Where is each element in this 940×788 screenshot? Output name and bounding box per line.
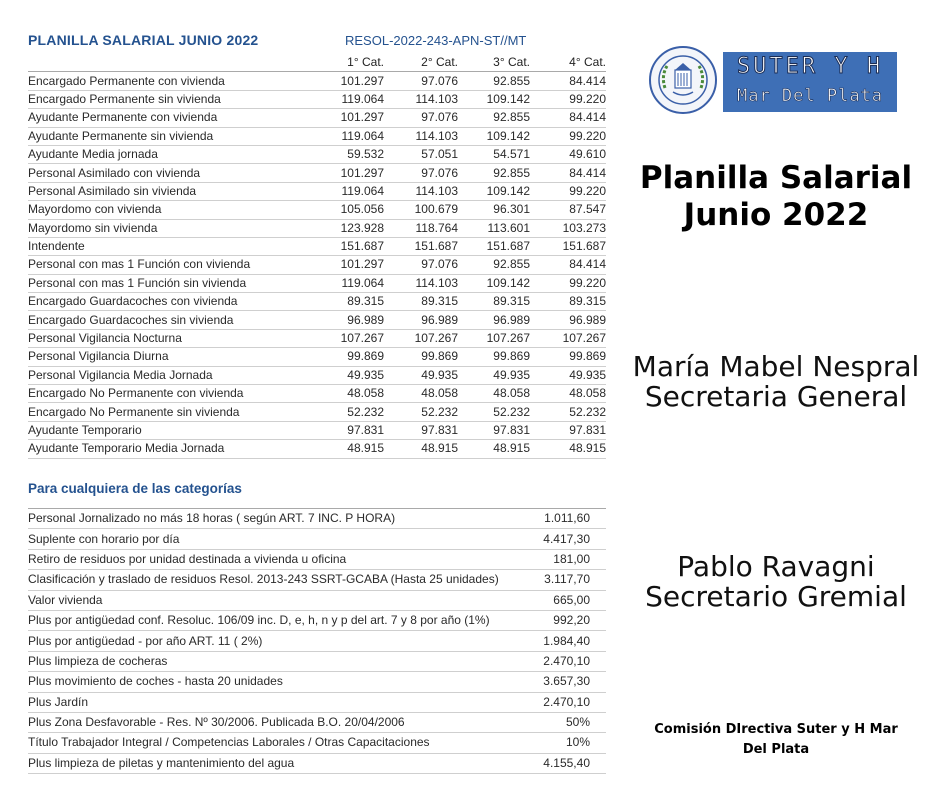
salary-value: 89.315: [530, 293, 606, 311]
salary-value: 57.051: [384, 145, 458, 163]
salary-value: 114.103: [384, 127, 458, 145]
row-label: Plus movimiento de coches - hasta 20 unidades: [28, 672, 528, 692]
table-row: [28, 651, 606, 671]
row-label: Personal Asimilado con vivienda: [28, 164, 328, 182]
row-label: Personal Jornalizado no más 18 horas ( según ART. 7 INC. P HORA): [28, 509, 528, 529]
salary-value: 105.056: [328, 201, 384, 219]
salary-value: 99.220: [530, 127, 606, 145]
category-header: 2° Cat.: [384, 54, 458, 72]
salary-value: 119.064: [328, 182, 384, 200]
table-row: [28, 329, 606, 347]
salary-value: 114.103: [384, 274, 458, 292]
salary-value: 123.928: [328, 219, 384, 237]
row-label: Ayudante Media jornada: [28, 145, 328, 163]
salary-value: 48.058: [384, 385, 458, 403]
row-label: Retiro de residuos por unidad destinada a vivienda u oficina: [28, 549, 528, 569]
signatory-role: Secretario Gremial: [645, 580, 907, 613]
row-label: Personal Vigilancia Nocturna: [28, 329, 328, 347]
salary-value: 107.267: [530, 329, 606, 347]
salary-value: 52.232: [530, 403, 606, 421]
union-emblem-icon: [649, 46, 717, 114]
heading-line-2: Junio 2022: [683, 197, 869, 233]
row-value: 3.117,70: [528, 570, 606, 590]
salary-value: 151.687: [384, 237, 458, 255]
table-row: [28, 440, 606, 458]
table-row: [28, 201, 606, 219]
heading-line-1: Planilla Salarial: [639, 160, 913, 196]
row-label: Plus Zona Desfavorable - Res. Nº 30/2006. Publicada B.O. 20/04/2006: [28, 712, 528, 732]
extras-section: [28, 508, 606, 774]
salary-value: 97.076: [384, 72, 458, 90]
salary-value: 99.220: [530, 274, 606, 292]
document-header: [28, 32, 606, 54]
salary-value: 97.831: [384, 421, 458, 439]
table-row: [28, 529, 606, 549]
salary-value: 119.064: [328, 90, 384, 108]
row-label: Personal Vigilancia Media Jornada: [28, 366, 328, 384]
resolution-code: RESOL-2022-243-APN-ST//MT: [345, 33, 527, 48]
row-label: Encargado Permanente con vivienda: [28, 72, 328, 90]
row-label: Ayudante Permanente sin vivienda: [28, 127, 328, 145]
table-row: [28, 293, 606, 311]
salary-value: 97.831: [530, 421, 606, 439]
salary-value: 52.232: [458, 403, 530, 421]
table-row: [28, 274, 606, 292]
table-row: [28, 712, 606, 732]
row-label: Personal con mas 1 Función con vivienda: [28, 256, 328, 274]
salary-value: 84.414: [530, 72, 606, 90]
row-value: 2.470,10: [528, 692, 606, 712]
salary-value: 49.935: [458, 366, 530, 384]
salary-value: 109.142: [458, 127, 530, 145]
table-row: [28, 421, 606, 439]
signatory-name: María Mabel Nespral: [632, 350, 920, 383]
salary-value: 99.869: [530, 348, 606, 366]
category-header: 4° Cat.: [530, 54, 606, 72]
table-row: [28, 90, 606, 108]
row-value: 1.984,40: [528, 631, 606, 651]
salary-value: 48.915: [458, 440, 530, 458]
salary-value: 97.076: [384, 256, 458, 274]
logo-top-text: SUTER Y H: [736, 54, 884, 79]
salary-value: 109.142: [458, 274, 530, 292]
salary-value: 151.687: [328, 237, 384, 255]
salary-value: 109.142: [458, 90, 530, 108]
salary-value: 89.315: [328, 293, 384, 311]
row-label: Encargado Guardacoches con vivienda: [28, 293, 328, 311]
salary-value: 96.301: [458, 201, 530, 219]
row-label: Encargado No Permanente con vivienda: [28, 385, 328, 403]
row-label: Ayudante Temporario Media Jornada: [28, 440, 328, 458]
row-label: Suplente con horario por día: [28, 529, 528, 549]
salary-value: 92.855: [458, 256, 530, 274]
table-row: [28, 631, 606, 651]
footer-note: Comisión DIrectiva Suter y H Mar Del Plata: [654, 722, 898, 757]
table-row: [28, 692, 606, 712]
table-row: [28, 610, 606, 630]
row-label: Ayudante Temporario: [28, 421, 328, 439]
table-row: [28, 164, 606, 182]
row-value: 992,20: [528, 610, 606, 630]
section-title: Para cualquiera de las categorías: [28, 481, 242, 496]
salary-value: 84.414: [530, 109, 606, 127]
salary-value: 54.571: [458, 145, 530, 163]
salary-value: 151.687: [458, 237, 530, 255]
salary-value: 89.315: [384, 293, 458, 311]
union-logo: [643, 44, 899, 116]
table-row: [28, 219, 606, 237]
row-label: Intendente: [28, 237, 328, 255]
salary-value: 101.297: [328, 256, 384, 274]
salary-value: 84.414: [530, 164, 606, 182]
row-label: Encargado Guardacoches sin vivienda: [28, 311, 328, 329]
salary-value: 97.076: [384, 109, 458, 127]
page-heading: [612, 160, 940, 234]
row-value: 50%: [528, 712, 606, 732]
row-label: Ayudante Permanente con vivienda: [28, 109, 328, 127]
salary-value: 49.935: [530, 366, 606, 384]
row-label: Mayordomo con vivienda: [28, 201, 328, 219]
salary-value: 97.076: [384, 164, 458, 182]
salary-value: 48.058: [458, 385, 530, 403]
row-label: Personal Asimilado sin vivienda: [28, 182, 328, 200]
salary-value: 107.267: [328, 329, 384, 347]
signatory-name: Pablo Ravagni: [677, 550, 875, 583]
row-value: 2.470,10: [528, 651, 606, 671]
table-row: [28, 182, 606, 200]
category-header: 1° Cat.: [328, 54, 384, 72]
row-label: Título Trabajador Integral / Competencias Laborales / Otras Capacitaciones: [28, 733, 528, 753]
salary-value: 101.297: [328, 164, 384, 182]
row-value: 1.011,60: [528, 509, 606, 529]
table-row: [28, 145, 606, 163]
row-label: Plus por antigüedad - por año ART. 11 ( 2%): [28, 631, 528, 651]
salary-value: 48.915: [384, 440, 458, 458]
salary-value: 96.989: [328, 311, 384, 329]
salary-value: 99.220: [530, 90, 606, 108]
salary-value: 96.989: [458, 311, 530, 329]
salary-value: 48.915: [530, 440, 606, 458]
row-label: Plus limpieza de piletas y mantenimiento del agua: [28, 753, 528, 773]
row-label: Personal con mas 1 Función sin vivienda: [28, 274, 328, 292]
blank-header: [28, 54, 328, 72]
salary-table-header: [28, 54, 606, 72]
table-row: [28, 109, 606, 127]
table-row: [28, 570, 606, 590]
row-label: Encargado No Permanente sin vivienda: [28, 403, 328, 421]
row-label: Mayordomo sin vivienda: [28, 219, 328, 237]
row-label: Plus limpieza de cocheras: [28, 651, 528, 671]
salary-value: 49.610: [530, 145, 606, 163]
row-label: Encargado Permanente sin vivienda: [28, 90, 328, 108]
row-value: 10%: [528, 733, 606, 753]
salary-value: 101.297: [328, 72, 384, 90]
table-row: [28, 127, 606, 145]
salary-value: 151.687: [530, 237, 606, 255]
salary-value: 119.064: [328, 274, 384, 292]
table-row: [28, 733, 606, 753]
signatory-role: Secretaria General: [644, 380, 908, 413]
row-label: Personal Vigilancia Diurna: [28, 348, 328, 366]
salary-table: [28, 54, 606, 459]
salary-value: 101.297: [328, 109, 384, 127]
signatory-gremial: [612, 552, 940, 612]
salary-value: 103.273: [530, 219, 606, 237]
salary-value: 119.064: [328, 127, 384, 145]
salary-value: 48.058: [530, 385, 606, 403]
salary-value: 99.220: [530, 182, 606, 200]
row-value: 181,00: [528, 549, 606, 569]
salary-value: 97.831: [328, 421, 384, 439]
salary-value: 59.532: [328, 145, 384, 163]
salary-value: 52.232: [328, 403, 384, 421]
row-label: Clasificación y traslado de residuos Resol. 2013-243 SSRT-GCABA (Hasta 25 unidades): [28, 570, 528, 590]
salary-value: 109.142: [458, 182, 530, 200]
table-row: [28, 366, 606, 384]
table-row: [28, 348, 606, 366]
salary-value: 118.764: [384, 219, 458, 237]
salary-value: 52.232: [384, 403, 458, 421]
table-row: [28, 385, 606, 403]
logo-bottom-text: Mar Del Plata: [736, 86, 884, 106]
category-header: 3° Cat.: [458, 54, 530, 72]
salary-value: 49.935: [384, 366, 458, 384]
table-row: [28, 590, 606, 610]
salary-value: 92.855: [458, 72, 530, 90]
document-title: PLANILLA SALARIAL JUNIO 2022: [28, 32, 259, 48]
salary-value: 99.869: [384, 348, 458, 366]
salary-value: 87.547: [530, 201, 606, 219]
table-row: [28, 311, 606, 329]
row-value: 4.155,40: [528, 753, 606, 773]
salary-value: 96.989: [384, 311, 458, 329]
salary-value: 92.855: [458, 109, 530, 127]
salary-document: [28, 32, 606, 459]
table-row: [28, 509, 606, 529]
table-row: [28, 72, 606, 90]
salary-value: 84.414: [530, 256, 606, 274]
salary-value: 114.103: [384, 182, 458, 200]
salary-value: 113.601: [458, 219, 530, 237]
table-row: [28, 256, 606, 274]
salary-table-body: [28, 72, 606, 458]
row-value: 665,00: [528, 590, 606, 610]
table-row: [28, 753, 606, 773]
salary-value: 99.869: [328, 348, 384, 366]
salary-value: 114.103: [384, 90, 458, 108]
row-value: 3.657,30: [528, 672, 606, 692]
salary-value: 99.869: [458, 348, 530, 366]
salary-value: 48.058: [328, 385, 384, 403]
row-label: Plus Jardín: [28, 692, 528, 712]
extras-table: [28, 508, 606, 774]
row-value: 4.417,30: [528, 529, 606, 549]
table-row: [28, 403, 606, 421]
logo-band: [723, 52, 897, 112]
salary-value: 48.915: [328, 440, 384, 458]
salary-value: 96.989: [530, 311, 606, 329]
table-row: [28, 549, 606, 569]
signatory-general: [612, 352, 940, 412]
salary-value: 100.679: [384, 201, 458, 219]
salary-value: 92.855: [458, 164, 530, 182]
salary-value: 49.935: [328, 366, 384, 384]
table-row: [28, 672, 606, 692]
salary-value: 107.267: [458, 329, 530, 347]
extras-table-body: [28, 509, 606, 774]
row-label: Valor vivienda: [28, 590, 528, 610]
salary-value: 97.831: [458, 421, 530, 439]
salary-value: 89.315: [458, 293, 530, 311]
salary-value: 107.267: [384, 329, 458, 347]
table-row: [28, 237, 606, 255]
row-label: Plus por antigüedad conf. Resoluc. 106/09 inc. D, e, h, n y p del art. 7 y 8 por año (1%): [28, 610, 528, 630]
